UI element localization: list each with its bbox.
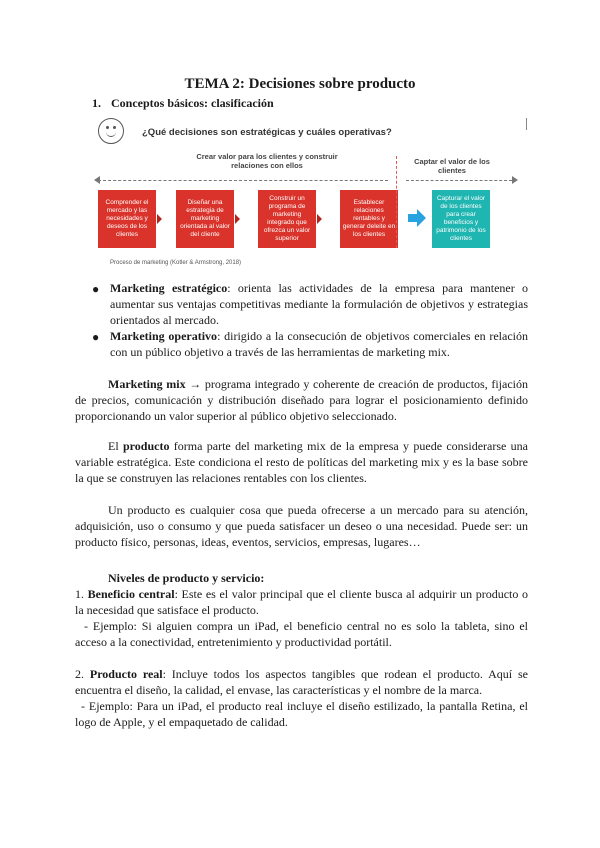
- chevron-right-icon: [235, 214, 240, 224]
- nivel-2: 2. Producto real: Incluye todos los aspectos tangibles que rodean el producto. Aquí se encuentra el diseño, la calidad, el envase, las características y el nombre de la marca.: [75, 667, 528, 697]
- nivel-1: 1. Beneficio central: Este es el valor principal que el cliente busca al adquirir un producto o la necesidad que satisface el producto.: [75, 587, 528, 617]
- nivel-1-ejemplo: - Ejemplo: Si alguien compra un iPad, el beneficio central no es solo la tableta, sino el acceso a la conectividad, entretenimiento y productividad portátil.: [75, 619, 528, 649]
- bullet-icon: ●: [92, 282, 100, 296]
- arrow-right-blue-icon: [408, 208, 426, 228]
- nivel-2-ejemplo: - Ejemplo: Para un iPad, el producto real incluye el diseño estilizado, la pantalla Retina, el logo de Apple, y el empaquetado de calidad.: [75, 699, 528, 729]
- section-number: 1.: [92, 96, 101, 110]
- marketing-process-figure: [92, 112, 532, 272]
- process-step-2: Diseñar una estrategia de marketing orientada al valor del cliente: [176, 190, 234, 248]
- phase-separator: [396, 156, 397, 248]
- section-heading: [92, 96, 274, 111]
- process-step-4: Establecer relaciones rentables y generar deleite en los clientes: [340, 190, 398, 248]
- process-step-1: Comprender el mercado y las necesidades y deseos de los clientes: [98, 190, 156, 248]
- paragraph-marketing-mix: Marketing mix → programa integrado y coherente de creación de productos, fijación de precios, comunicación y distribución diseñado para lograr el posicionamiento definido proporcionando un valor superior al público objetivo seleccionado.: [75, 377, 528, 423]
- dashed-line-right: [406, 180, 512, 181]
- paragraph-definicion: Un producto es cualquier cosa que pueda ofrecerse a un mercado para su atención, adquisición, uso o consumo y que pueda satisfacer un deseo o una necesidad. Puede ser: un producto físico, personas, ideas, eventos, servicios, empresas, lugares…: [75, 503, 528, 549]
- cursor-divider: [526, 118, 527, 130]
- bullet-marketing-estrategico: Marketing estratégico: orienta las actividades de la empresa para mantener o aumentar sus ventajas competitivas mediante la formulación de objetivos y estrategias orientados al mercado.: [110, 281, 528, 327]
- section-label: Conceptos básicos: clasificación: [111, 96, 274, 110]
- chevron-right-icon: [317, 214, 322, 224]
- page-title: TEMA 2: Decisiones sobre producto: [184, 76, 416, 92]
- arrow-right-icon: [512, 176, 518, 184]
- niveles-heading: Niveles de producto y servicio:: [108, 571, 265, 585]
- bullet-marketing-operativo: Marketing operativo: dirigido a la consecución de objetivos comerciales en relación con un público objetivo a través de las herramientas de marketing mix.: [110, 329, 529, 359]
- paragraph-producto: El producto forma parte del marketing mix de la empresa y puede considerarse una variable estratégica. Este condiciona el resto de políticas del marketing mix y es la base sobre la que se construyen las relaciones rentables con los clientes.: [75, 439, 528, 485]
- dashed-line-left: [98, 180, 388, 181]
- process-step-3: Construir un programa de marketing integrado que ofrezca un valor superior: [258, 190, 316, 248]
- chevron-right-icon: [157, 214, 162, 224]
- process-step-5: Capturar el valor de los clientes para crear beneficios y patrimonio de los clientes: [432, 190, 490, 248]
- thinking-face-icon: [98, 118, 124, 144]
- bullet-icon: ●: [92, 330, 100, 344]
- figure-header-right: Captar el valor de los clientes: [414, 157, 490, 175]
- figure-caption: Proceso de marketing (Kotler & Armstrong, 2018): [110, 260, 242, 266]
- figure-question: ¿Qué decisiones son estratégicas y cuáles operativas?: [142, 127, 392, 138]
- figure-header-left: Crear valor para los clientes y construir relaciones con ellos: [196, 152, 338, 170]
